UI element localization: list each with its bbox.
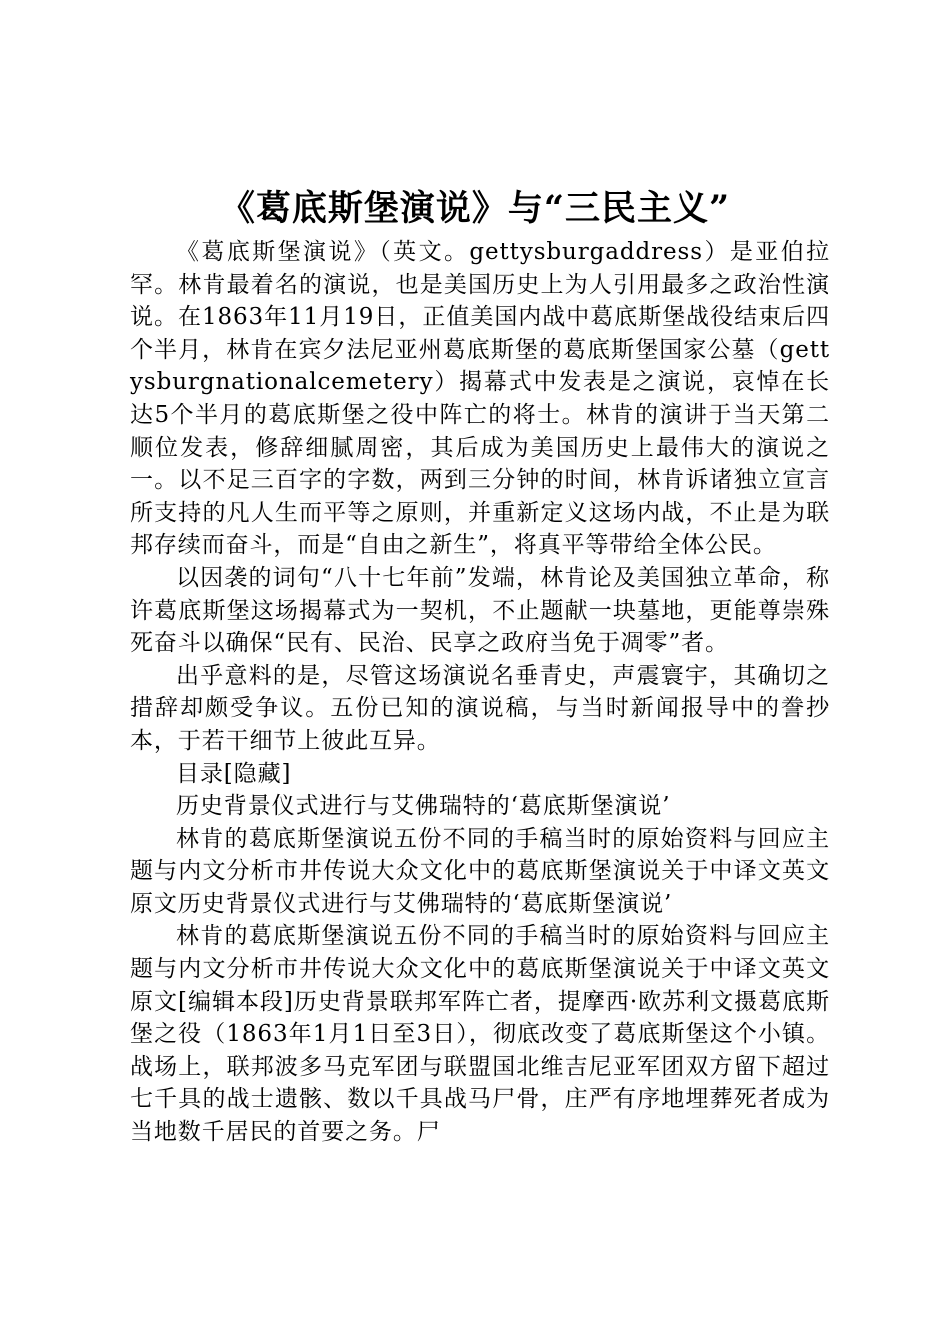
paragraph-opening-phrase: 以因袭的词句“八十七年前”发端，林肯论及美国独立革命，称许葛底斯堡这场揭幕式为一契机，不止题献一块墓地，更能尊崇殊死奋斗以确保“民有、民治、民享之政府当免于凋零”者。 [130, 564, 830, 657]
toc-entries: 林肯的葛底斯堡演说五份不同的手稿当时的原始资料与回应主题与内文分析市井传说大众文化中的葛底斯堡演说关于中译文英文原文历史背景仪式进行与艾佛瑞特的‘葛底斯堡演说’ [130, 825, 830, 917]
paragraph-historical-background: 林肯的葛底斯堡演说五份不同的手稿当时的原始资料与回应主题与内文分析市井传说大众文化中的葛底斯堡演说关于中译文英文原文[编辑本段]历史背景联邦军阵亡者，提摩西·欧苏利文摄葛底斯堡之役（1863年1月1日至3日），彻底改变了葛底斯堡这个小镇。战场上，联邦波多马克军团与联盟国北维吉尼亚军团双方留下超过七千具的战士遗骸、数以千具战马尸骨，庄严有序地埋葬死者成为当地数千居民的首要之务。尸 [130, 923, 830, 1146]
document-title: 《葛底斯堡演说》与“三民主义” [219, 188, 731, 229]
document-body [130, 236, 830, 1149]
paragraph-wording-dispute: 出乎意料的是，尽管这场演说名垂青史，声震寰宇，其确切之措辞却颇受争议。五份已知的演说稿，与当时新闻报导中的誊抄本，于若干细节上彼此互异。 [130, 662, 830, 754]
toc-line: 历史背景仪式进行与艾佛瑞特的‘葛底斯堡演说’ [176, 793, 671, 820]
paragraph-intro: 《葛底斯堡演说》（英文。gettysburgaddress）是亚伯拉罕。林肯最着名的演说，也是美国历史上为人引用最多之政治性演说。在1863年11月19日，正值美国内战中葛底斯堡战役结束后四个半月，林肯在宾夕法尼亚州葛底斯堡的葛底斯堡国家公墓（gettysburgnationalcemetery）揭幕式中发表是之演说，哀悼在长达5个半月的葛底斯堡之役中阵亡的将士。林肯的演讲于当天第二顺位发表，修辞细腻周密，其后成为美国历史上最伟大的演说之一。以不足三百字的字数，两到三分钟的时间，林肯诉诸独立宣言所支持的凡人生而平等之原则，并重新定义这场内战，不止是为联邦存续而奋斗，而是“自由之新生”，将真平等带给全体公民。 [130, 239, 830, 559]
toc-heading: 目录[隐藏] [176, 760, 292, 787]
